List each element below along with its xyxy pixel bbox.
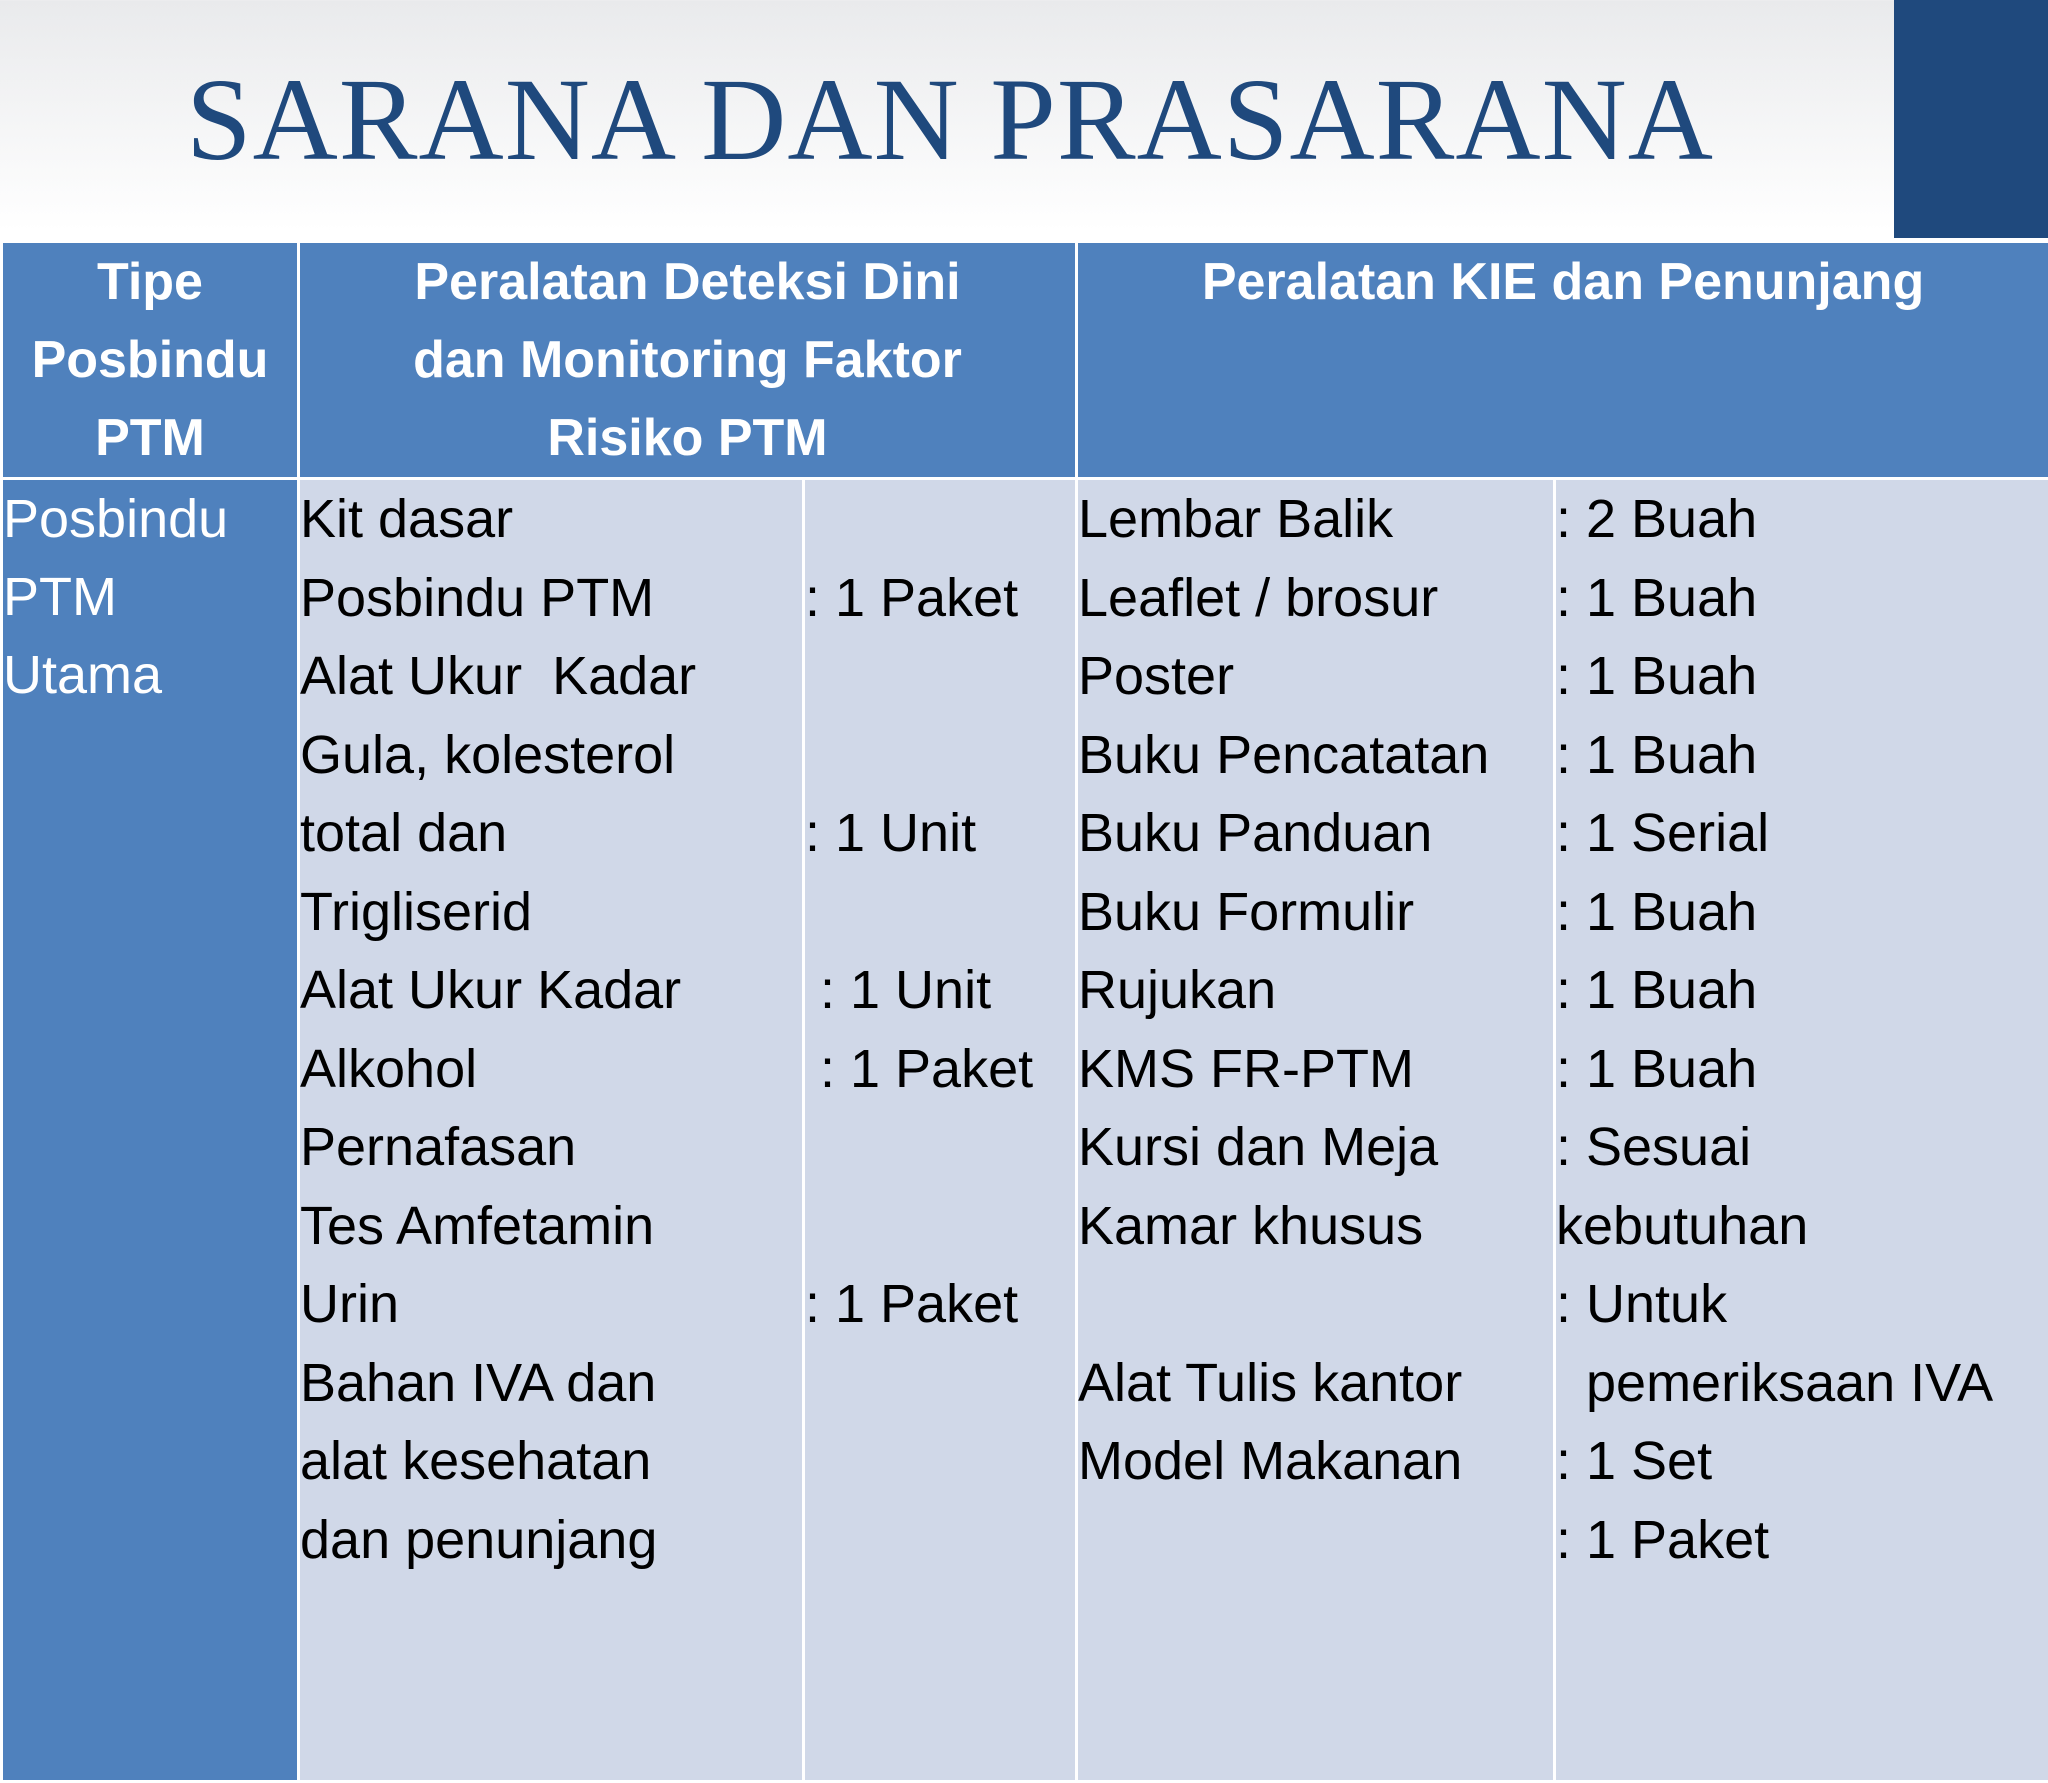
kie-qty-line: : 2 Buah xyxy=(1556,480,2048,559)
deteksi-qty-line: : 1 Unit xyxy=(805,951,1075,1030)
deteksi-item-line: total dan xyxy=(300,794,802,873)
deteksi-qty-line: : 1 Unit xyxy=(805,794,1075,873)
header-tipe-line: Posbindu xyxy=(3,321,297,399)
kie-items-cell xyxy=(1077,479,1555,1782)
kie-item-line: Buku Panduan xyxy=(1078,794,1553,873)
deteksi-qty-line xyxy=(805,480,1075,559)
deteksi-item-line: Kit dasar xyxy=(300,480,802,559)
deteksi-item-line: Trigliserid xyxy=(300,873,802,952)
kie-item-line: Kamar khusus xyxy=(1078,1187,1553,1266)
kie-item-line: Model Makanan xyxy=(1078,1422,1553,1501)
kie-item-line: Leaflet / brosur xyxy=(1078,559,1553,638)
corner-accent-block xyxy=(1894,0,2048,238)
sarana-table xyxy=(0,240,2048,1783)
tipe-line: Posbindu xyxy=(3,480,297,558)
page-title: SARANA DAN PRASARANA xyxy=(0,50,1900,190)
kie-item-line: Poster xyxy=(1078,637,1553,716)
kie-item-line: Rujukan xyxy=(1078,951,1553,1030)
deteksi-item-line: Tes Amfetamin xyxy=(300,1187,802,1266)
table-header-row xyxy=(2,242,2048,479)
kie-item-line: Alat Tulis kantor xyxy=(1078,1344,1553,1423)
kie-qty-line: : 1 Set xyxy=(1556,1422,2048,1501)
deteksi-qty-line: : 1 Paket xyxy=(805,559,1075,638)
kie-qty-line: : 1 Buah xyxy=(1556,873,2048,952)
kie-qty-line: : 1 Serial xyxy=(1556,794,2048,873)
deteksi-item-line: Bahan IVA dan xyxy=(300,1344,802,1423)
deteksi-qty-line xyxy=(805,1187,1075,1266)
kie-qty-line: : 1 Buah xyxy=(1556,1030,2048,1109)
kie-qty-line: : 1 Buah xyxy=(1556,559,2048,638)
kie-qty-line: : 1 Buah xyxy=(1556,951,2048,1030)
header-deteksi-line: Peralatan Deteksi Dini xyxy=(300,243,1075,321)
header-peralatan-deteksi xyxy=(299,242,1077,479)
kie-item-line: Buku Pencatatan xyxy=(1078,716,1553,795)
kie-item-line: Kursi dan Meja xyxy=(1078,1108,1553,1187)
deteksi-qty-line xyxy=(805,637,1075,716)
kie-qty-line: : Sesuai xyxy=(1556,1108,2048,1187)
table-row xyxy=(2,479,2048,1782)
deteksi-item-line: Gula, kolesterol xyxy=(300,716,802,795)
kie-item-line: Buku Formulir xyxy=(1078,873,1553,952)
tipe-line: Utama xyxy=(3,636,297,714)
deteksi-item-line: alat kesehatan xyxy=(300,1422,802,1501)
header-tipe xyxy=(2,242,299,479)
kie-qty-cell xyxy=(1555,479,2048,1782)
kie-qty-line: : Untuk xyxy=(1556,1265,2048,1344)
deteksi-qty-line xyxy=(805,1108,1075,1187)
kie-item-line xyxy=(1078,1265,1553,1344)
deteksi-item-line: dan penunjang xyxy=(300,1501,802,1580)
kie-qty-line: kebutuhan xyxy=(1556,1187,2048,1266)
kie-qty-line: : 1 Paket xyxy=(1556,1501,2048,1580)
deteksi-qty-line xyxy=(805,1422,1075,1501)
header-deteksi-line: dan Monitoring Faktor xyxy=(300,321,1075,399)
tipe-line: PTM xyxy=(3,558,297,636)
kie-qty-line: : 1 Buah xyxy=(1556,716,2048,795)
header-tipe-line: PTM xyxy=(3,399,297,477)
deteksi-item-line: Posbindu PTM xyxy=(300,559,802,638)
deteksi-items-cell xyxy=(299,479,804,1782)
kie-item-line xyxy=(1078,1501,1553,1580)
kie-item-line: Lembar Balik xyxy=(1078,480,1553,559)
header-peralatan-kie: Peralatan KIE dan Penunjang xyxy=(1077,242,2048,479)
header-deteksi-line: Risiko PTM xyxy=(300,399,1075,477)
deteksi-qty-cell xyxy=(804,479,1077,1782)
header-tipe-line: Tipe xyxy=(3,243,297,321)
deteksi-item-line: Alkohol xyxy=(300,1030,802,1109)
deteksi-item-line: Pernafasan xyxy=(300,1108,802,1187)
tipe-cell xyxy=(2,479,299,1782)
deteksi-qty-line: : 1 Paket xyxy=(805,1265,1075,1344)
deteksi-item-line: Alat Ukur Kadar xyxy=(300,637,802,716)
deteksi-item-line: Urin xyxy=(300,1265,802,1344)
kie-qty-line: : 1 Buah xyxy=(1556,637,2048,716)
deteksi-qty-line xyxy=(805,873,1075,952)
deteksi-item-line: Alat Ukur Kadar xyxy=(300,951,802,1030)
deteksi-qty-line xyxy=(805,716,1075,795)
deteksi-qty-line xyxy=(805,1501,1075,1580)
kie-qty-line: pemeriksaan IVA xyxy=(1556,1344,2048,1423)
deteksi-qty-line: : 1 Paket xyxy=(805,1030,1075,1109)
deteksi-qty-line xyxy=(805,1344,1075,1423)
kie-item-line: KMS FR-PTM xyxy=(1078,1030,1553,1109)
